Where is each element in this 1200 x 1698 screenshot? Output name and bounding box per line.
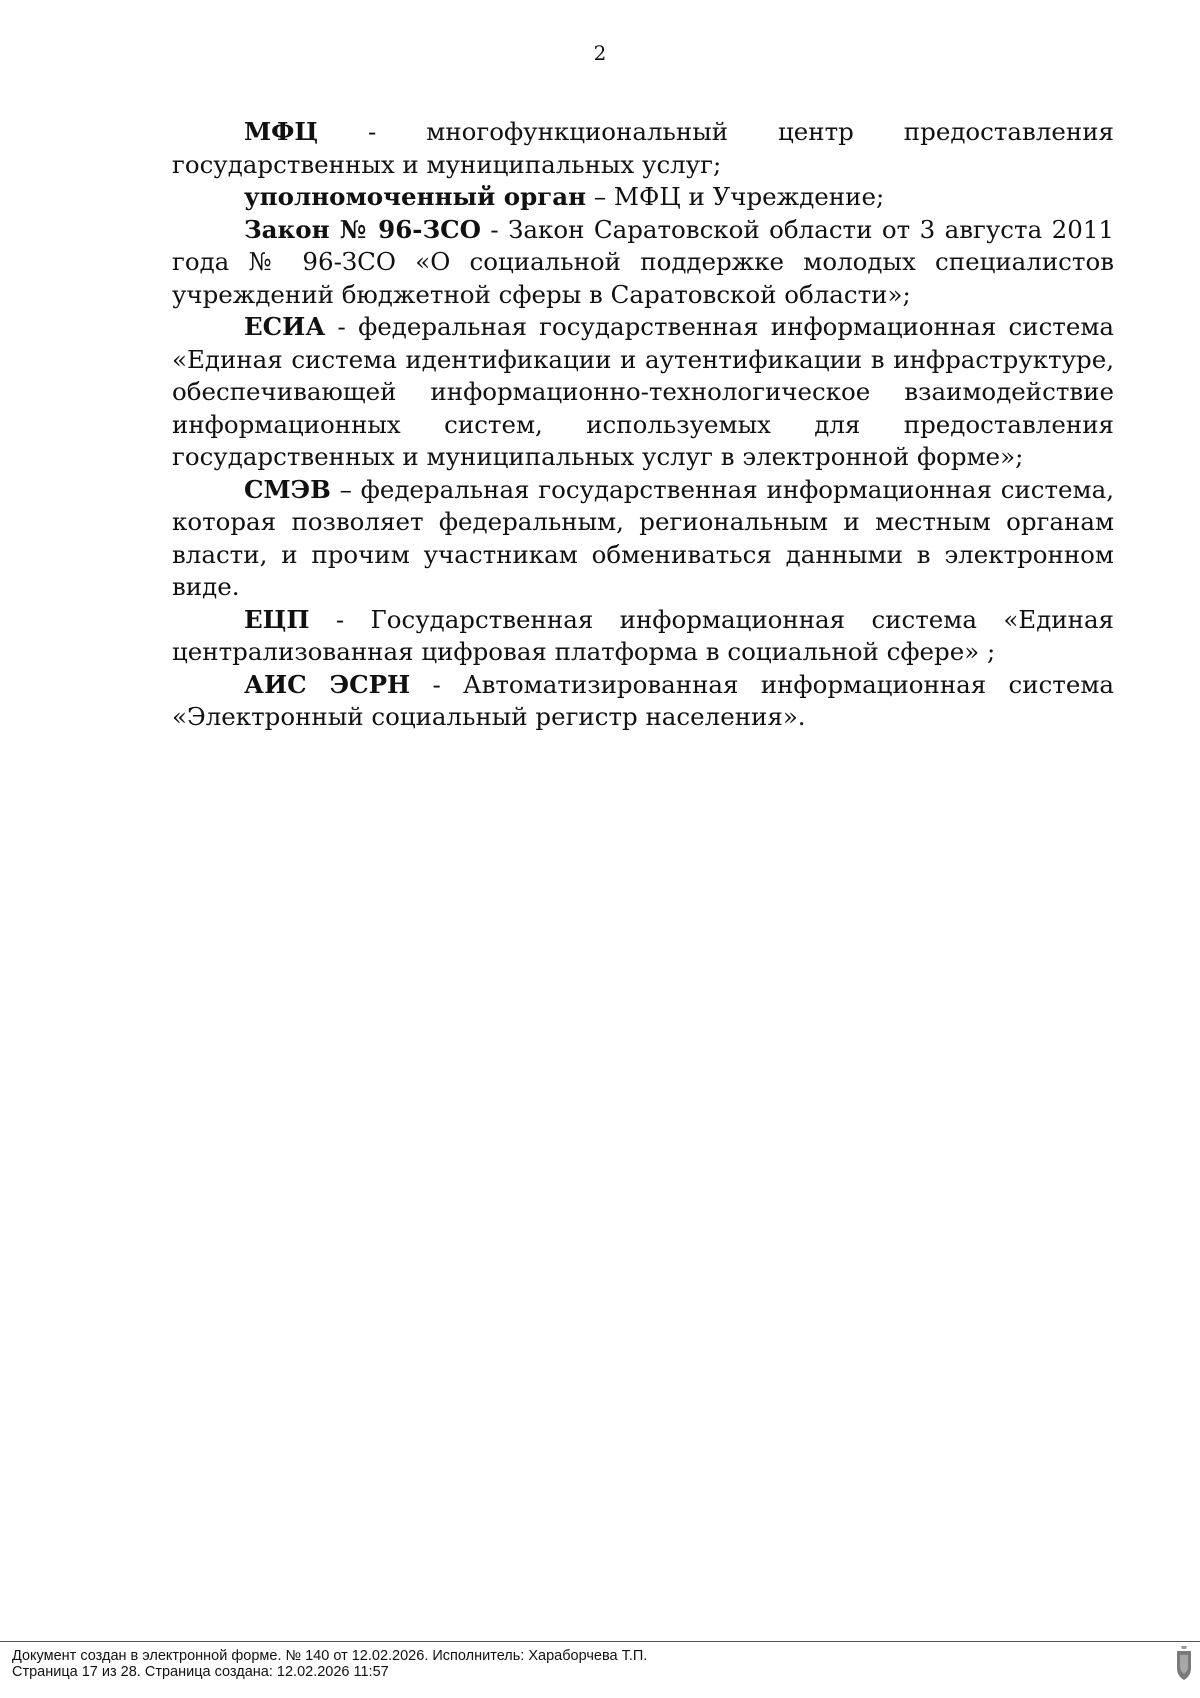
definitions-list (172, 116, 1114, 734)
definition-separator: - (480, 214, 509, 244)
definition-term: АИС ЭСРН (244, 669, 411, 699)
definition-text: многофункциональный центр предоставления государственных и муниципальных услуг; (172, 117, 1115, 179)
coat-of-arms-icon (1174, 1644, 1194, 1684)
definition-text: федеральная государственная информационная система «Единая система идентификации и аутентификации в инфраструктуре, обеспечивающей информационно-технологическое взаимодействие информационных систем, используемых для предоставления государственных и муниципальных услуг в электронной форме»; (172, 312, 1115, 471)
definition-ecp (172, 604, 1114, 669)
definition-term: МФЦ (244, 117, 319, 146)
definition-term: Закон № 96-ЗСО (244, 214, 481, 244)
definition-separator: - (410, 669, 464, 699)
definition-ais-esrn (172, 669, 1114, 734)
definition-text: Закон Саратовской области от 3 августа 2011 года № 96-ЗСО «О социальной поддержке молодых специалистов учреждений бюджетной сферы в Саратовской области»; (172, 214, 1114, 309)
definition-law-96-zso (172, 214, 1114, 312)
definition-separator: – (586, 182, 614, 211)
page-number: 2 (593, 41, 607, 65)
definition-term: СМЭВ (244, 474, 331, 504)
definition-text: федеральная государственная информационная система, которая позволяет федеральным, региональным и местным органам власти, и прочим участникам обмениваться данными в электронном виде. (172, 474, 1114, 601)
definition-esia (172, 311, 1114, 474)
definition-separator: - (318, 117, 427, 146)
footer-document-info: Документ создан в электронной форме. № 140 от 12.02.2026. Исполнитель: Хараборчева Т.П. (12, 1648, 648, 1664)
definition-term: ЕСИА (244, 312, 326, 341)
definition-mfc (172, 116, 1114, 181)
definition-separator: - (309, 604, 371, 634)
definition-text: МФЦ и Учреждение; (613, 182, 885, 211)
definition-smev (172, 474, 1114, 604)
definition-separator: – (330, 474, 361, 504)
definition-text: Государственная информационная система «Единая централизованная цифровая платформа в социальной сфере» ; (172, 604, 1115, 666)
footer-page-info: Страница 17 из 28. Страница создана: 12.02.2026 11:57 (12, 1664, 389, 1680)
footer-divider (0, 1641, 1200, 1642)
definition-authorized-body (172, 181, 1114, 214)
document-footer (12, 1648, 647, 1680)
definition-term: уполномоченный орган (244, 182, 587, 211)
definition-separator: - (325, 312, 359, 341)
definition-text: Автоматизированная информационная система «Электронный социальный регистр населения». (172, 669, 1115, 731)
definition-term: ЕЦП (244, 604, 310, 634)
